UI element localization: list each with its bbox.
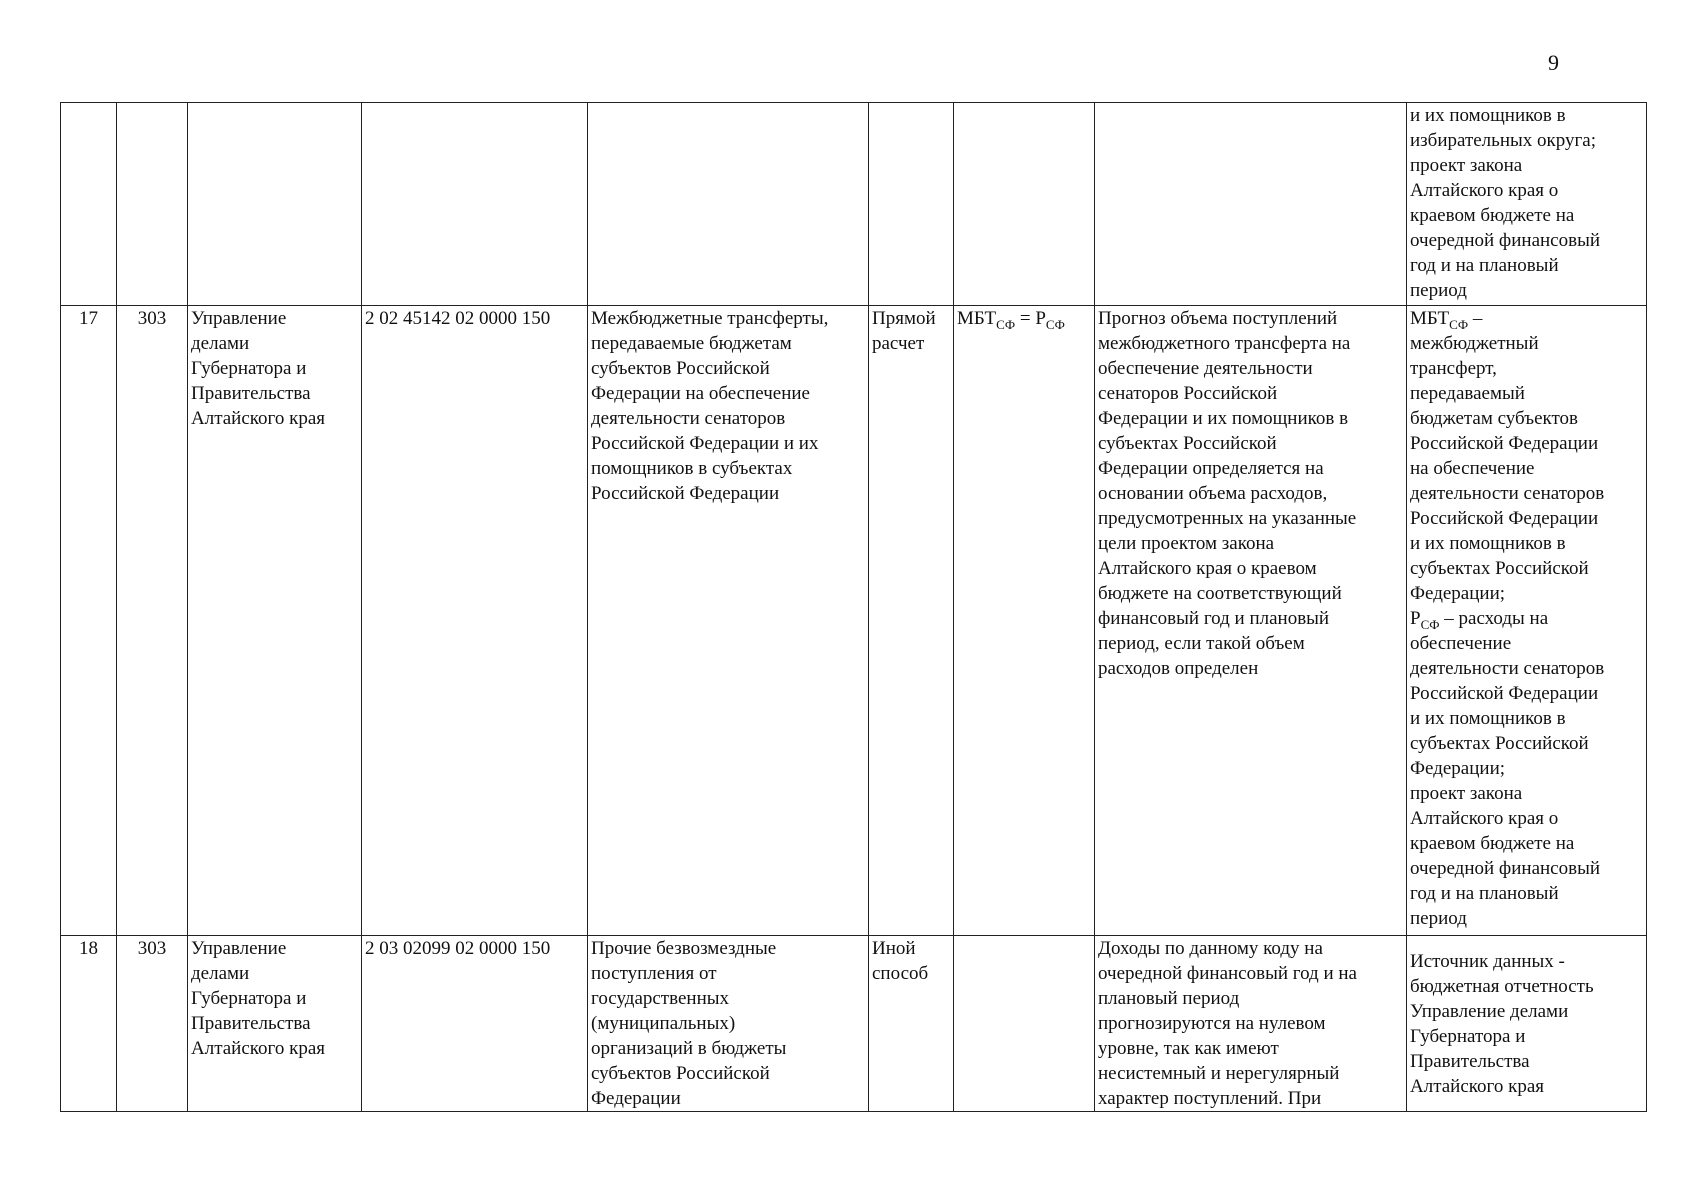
table-row-18 [61, 936, 1647, 1112]
formula-lhs: МБТ [957, 308, 997, 329]
admin-code-cell [117, 103, 188, 306]
income-name-cell: Межбюджетные трансферты, передаваемые бюджетам субъектов Российской Федерации на обеспечение деятельности сенаторов Российской Федерации и их помощников в субъектах Российской Федерации [588, 306, 869, 936]
info-term-mbt-definition: – межбюджетный трансферт, передаваемый бюджетам субъектов Российской Федерации на обеспечение деятельности сенаторов Российской Федерации и их помощников в субъектах Российской Федерации; [1410, 308, 1605, 604]
algorithm-cell [1095, 103, 1407, 306]
row-number-cell: 18 [61, 936, 117, 1112]
info-cell: Источник данных - бюджетная отчетность Управление делами Губернатора и Правительства Алтайского края [1407, 936, 1647, 1112]
admin-code-cell: 303 [117, 306, 188, 936]
info-term-r-subscript: СФ [1420, 616, 1440, 632]
formula-cell [954, 936, 1095, 1112]
formula-rhs: Р [1035, 308, 1046, 329]
formula-cell [954, 103, 1095, 306]
income-name-cell: Прочие безвозмездные поступления от государственных (муниципальных) организаций в бюджеты субъектов Российской Федерации [588, 936, 869, 1112]
info-cell [1407, 306, 1647, 936]
info-cell: и их помощников в избирательных округа; проект закона Алтайского края о краевом бюджете на очередной финансовый год и на плановый период [1407, 103, 1647, 306]
formula-equals: = [1015, 308, 1036, 329]
row-number-cell: 17 [61, 306, 117, 936]
kbk-code-cell [362, 103, 588, 306]
administrator-cell: Управление делами Губернатора и Правительства Алтайского края [188, 306, 362, 936]
revenue-forecast-table [60, 102, 1647, 1112]
info-term-r: Р [1410, 608, 1421, 629]
formula-lhs-subscript: СФ [996, 316, 1016, 332]
method-cell: Прямой расчет [869, 306, 954, 936]
algorithm-cell: Прогноз объема поступлений межбюджетного трансферта на обеспечение деятельности сенаторов Российской Федерации и их помощников в субъектах Российской Федерации определяется на основании объема расходов, предусмотренных на указанные цели проектом закона Алтайского края о краевом бюджете на соответствующий финансовый год и плановый период, если такой объем расходов определен [1095, 306, 1407, 936]
administrator-cell: Управление делами Губернатора и Правительства Алтайского края [188, 936, 362, 1112]
info-term-mbt: МБТ [1410, 308, 1450, 329]
income-name-cell [588, 103, 869, 306]
table-row-continuation [61, 103, 1647, 306]
method-cell [869, 103, 954, 306]
page-number: 9 [1548, 50, 1559, 75]
formula-cell [954, 306, 1095, 936]
admin-code-cell: 303 [117, 936, 188, 1112]
kbk-code-cell: 2 03 02099 02 0000 150 [362, 936, 588, 1112]
method-cell: Иной способ [869, 936, 954, 1112]
table-row-17 [61, 306, 1647, 936]
row-number-cell [61, 103, 117, 306]
formula-rhs-subscript: СФ [1045, 316, 1065, 332]
info-term-mbt-subscript: СФ [1449, 316, 1469, 332]
algorithm-cell: Доходы по данному коду на очередной финансовый год и на плановый период прогнозируются на нулевом уровне, так как имеют несистемный и нерегулярный характер поступлений. При [1095, 936, 1407, 1112]
administrator-cell [188, 103, 362, 306]
kbk-code-cell: 2 02 45142 02 0000 150 [362, 306, 588, 936]
info-term-r-definition: – расходы на обеспечение деятельности сенаторов Российской Федерации и их помощников в субъектах Российской Федерации; проект закона Алтайского края о краевом бюджете на очередной финансовый год и на плановый период [1410, 608, 1605, 929]
